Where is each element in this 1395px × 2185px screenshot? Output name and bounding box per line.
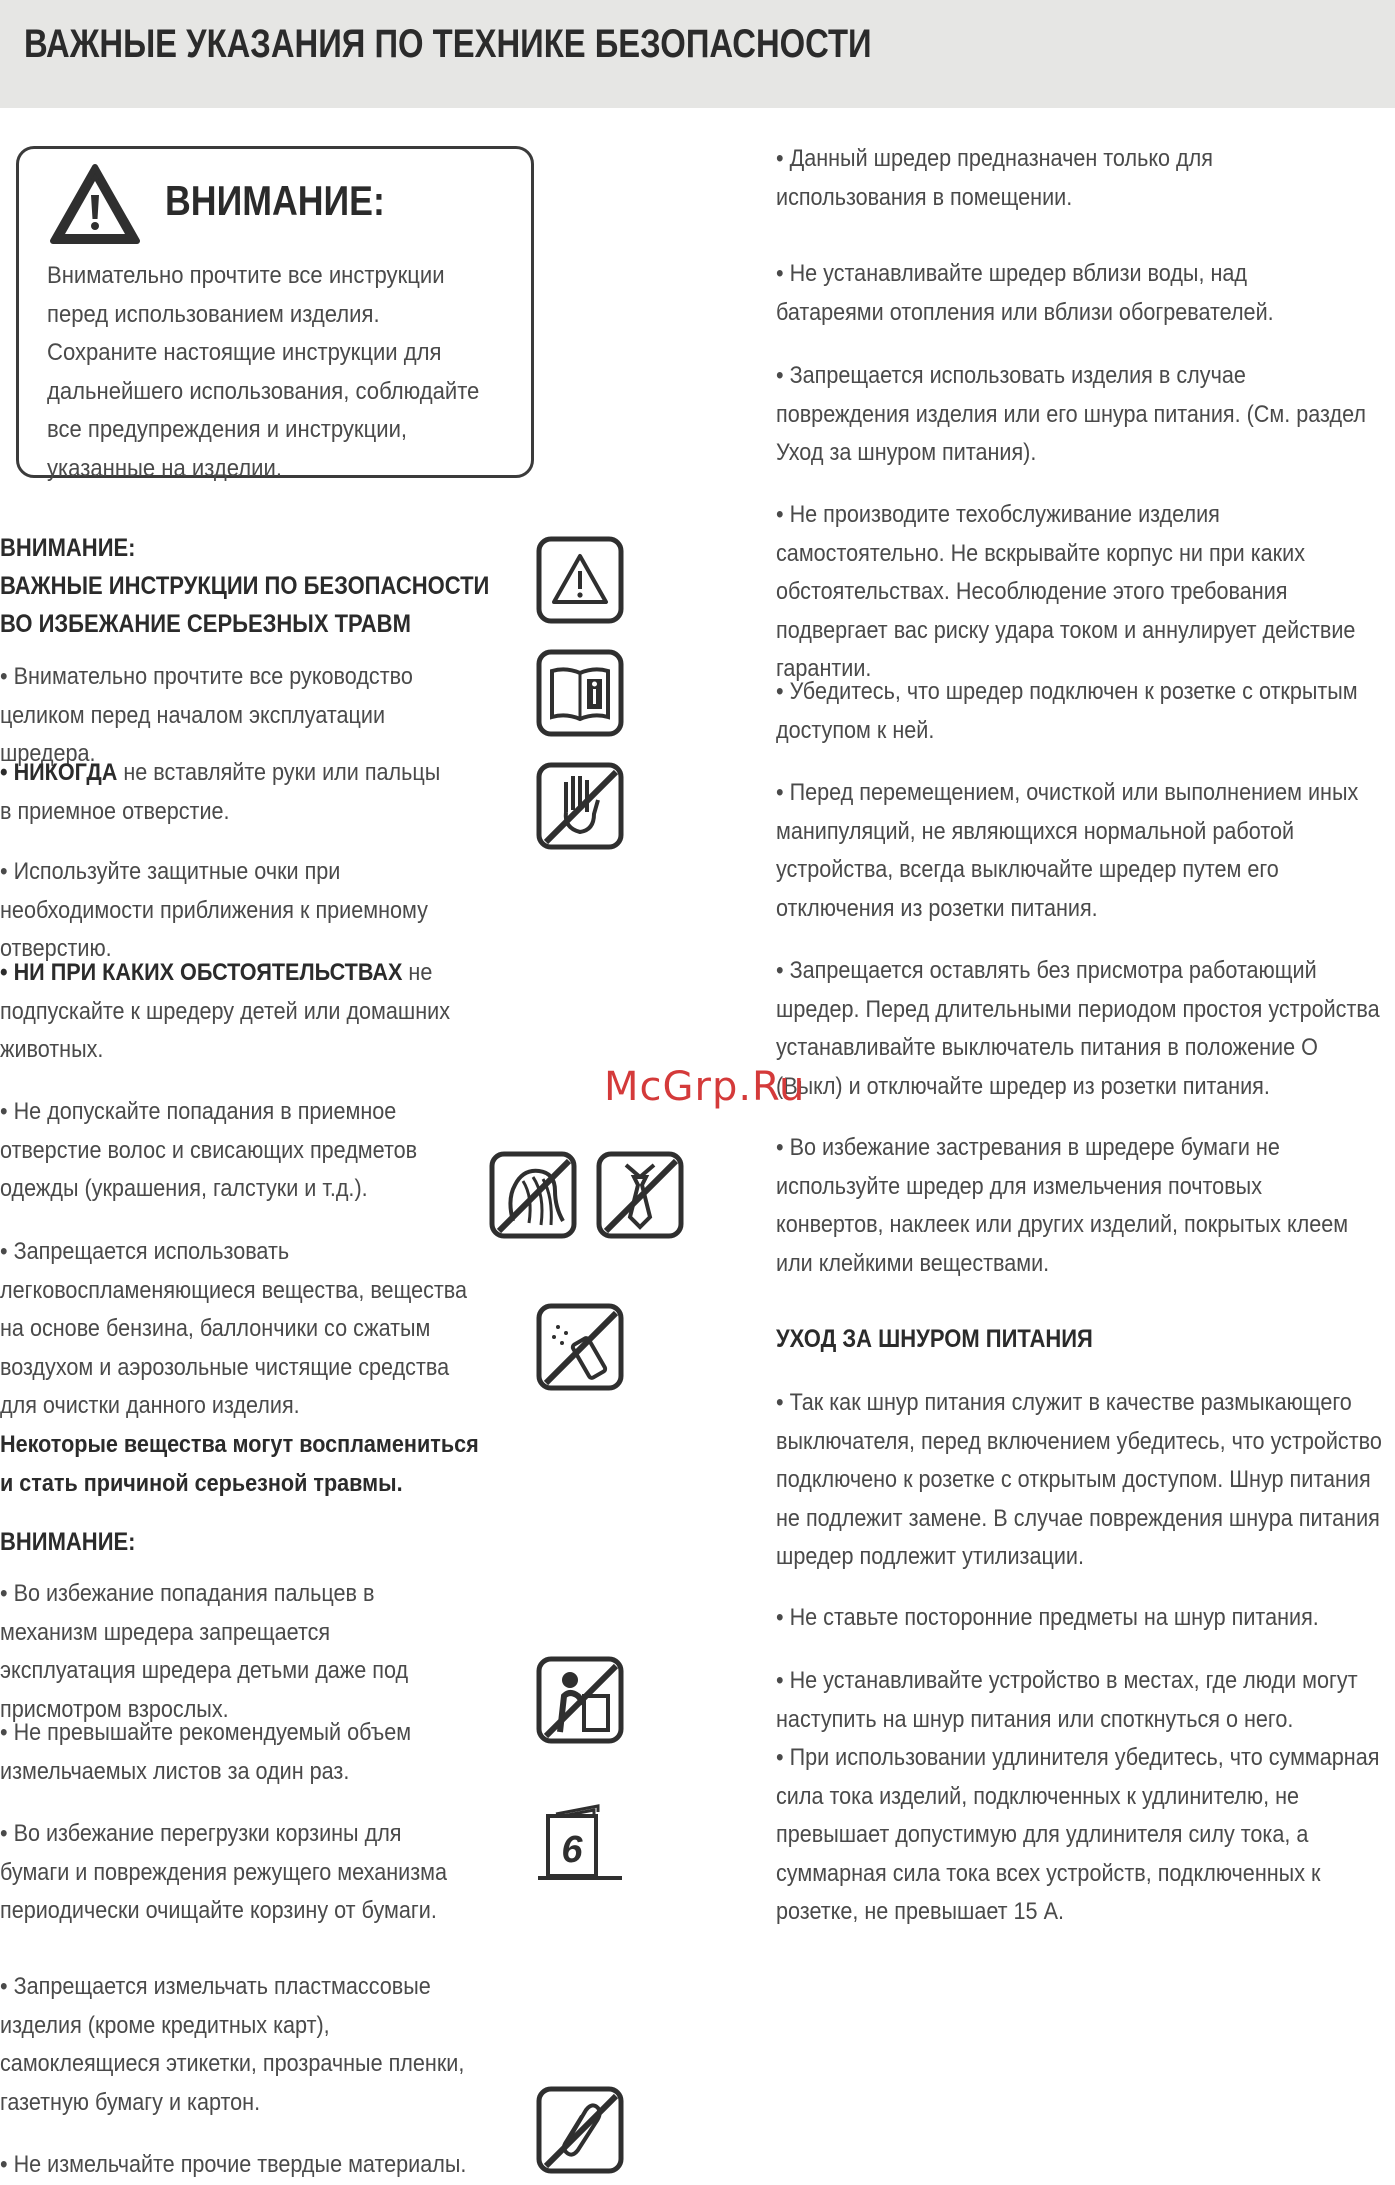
left-item-2-rest: не вставляйте руки или пальцы в приемное отверстие. (0, 759, 441, 825)
warning-triangle-icon (47, 161, 143, 249)
left-item-10: • Запрещается измельчать пластмассовые изделия (кроме кредитных карт), самоклеящиеся этикетки, прозрачные пленки, газетную бумагу и картон. (0, 1973, 465, 2116)
right-item-3: • Запрещается использовать изделия в случае повреждения изделия или его шнура питания. (См. раздел Уход за шнуром питания). (776, 362, 1366, 466)
left-item-11: • Не измельчайте прочие твердые материалы. (0, 2151, 467, 2178)
right-item-5: • Убедитесь, что шредер подключен к розетке с открытым доступом к ней. (776, 678, 1358, 744)
no-hands-icon (536, 762, 624, 850)
no-tie-icon (596, 1151, 684, 1239)
right-item-2: • Не устанавливайте шредер вблизи воды, над батареями отопления или вблизи обогревателей. (776, 260, 1274, 326)
right-item-4: • Не производите техобслуживание изделия самостоятельно. Не вскрывайте корпус ни при каких обстоятельствах. Несоблюдение этого требования подвергает вас риску удара током и аннулирует действие гарантии. (776, 501, 1356, 682)
left-item-8: • Не превышайте рекомендуемый объем измельчаемых листов за один раз. (0, 1719, 412, 1785)
power-cord-heading: УХОД ЗА ШНУРОМ ПИТАНИЯ (776, 1325, 1093, 1353)
left-item-7: • Во избежание попадания пальцев в механизм шредера запрещается эксплуатация шредера детьми даже под присмотром взрослых. (0, 1580, 409, 1723)
warning-title: ВНИМАНИЕ: (165, 177, 385, 224)
left-item-4-rest: не подпускайте к шредеру детей или домашних животных. (0, 959, 451, 1063)
right-item-10: • Не ставьте посторонние предметы на шнур питания. (776, 1604, 1319, 1631)
sheet-count-label: 6 (561, 1829, 583, 1871)
caution-icon (536, 536, 624, 624)
left-heading-3: ВО ИЗБЕЖАНИЕ СЕРЬЕЗНЫХ ТРАВМ (0, 610, 411, 638)
left-item-3: • Используйте защитные очки при необходимости приближения к приемному отверстию. (0, 858, 428, 962)
no-aerosol-icon (536, 1303, 624, 1391)
right-item-6: • Перед перемещением, очисткой или выполнением иных манипуляций, не являющихся нормальной работой устройства, всегда выключайте шредер путем его отключения из розетки питания. (776, 779, 1359, 922)
right-item-8: • Во избежание застревания в шредере бумаги не используйте шредер для измельчения почтовых конвертов, наклеек или других изделий, покрытых клеем или клейкими веществами. (776, 1134, 1349, 1277)
left-item-1: • Внимательно прочтите все руководство целиком перед началом эксплуатации шредера. (0, 663, 413, 767)
warning-box (16, 146, 534, 482)
left-heading-2: ВАЖНЫЕ ИНСТРУКЦИИ ПО БЕЗОПАСНОСТИ (0, 572, 490, 600)
left-item-9: • Во избежание перегрузки корзины для бумаги и повреждения режущего механизма периодически очищайте корзину от бумаги. (0, 1820, 448, 1924)
no-children-icon (536, 1656, 624, 1744)
right-item-7: • Запрещается оставлять без присмотра работающий шредер. Перед длительными периодом простоя устройства устанавливайте выключатель питания в положение O (Выкл) и отключайте шредер из розетки питания. (776, 957, 1380, 1100)
right-item-9: • Так как шнур питания служит в качестве размыкающего выключателя, перед включением убедитесь, что устройство подключено к розетке с открытым доступом. Шнур питания не подлежит замене. В случае повреждения шнура питания шредер подлежит утилизации. (776, 1389, 1382, 1570)
left-item-6-warning: Некоторые вещества могут воспламениться и стать причиной серьезной травмы. (0, 1431, 479, 1497)
right-item-1: • Данный шредер предназначен только для использования в помещении. (776, 145, 1213, 211)
left-heading-1: ВНИМАНИЕ: (0, 534, 136, 562)
left-item-4-bold: • НИ ПРИ КАКИХ ОБСТОЯТЕЛЬСТВАХ (0, 959, 403, 986)
right-item-12: • При использовании удлинителя убедитесь, что суммарная сила тока изделий, подключенных к удлинителю, не превышает допустимую для удлинителя силу тока, а суммарная сила тока всех устройств, подключенных к розетке, не превышает 15 А. (776, 1744, 1380, 1925)
left-heading-4: ВНИМАНИЕ: (0, 1528, 136, 1556)
page-header (0, 0, 1395, 108)
read-manual-icon (536, 649, 624, 737)
page-title: ВАЖНЫЕ УКАЗАНИЯ ПО ТЕХНИКЕ БЕЗОПАСНОСТИ (24, 22, 872, 66)
no-hard-materials-icon (536, 2086, 624, 2174)
sheet-capacity-icon (536, 1798, 624, 1886)
left-item-4 (0, 954, 455, 1070)
warning-text: Внимательно прочтите все инструкции перед использованием изделия. Сохраните настоящие инструкции для дальнейшего использования, соблюдайте все предупреждения и инструкции, указанные на изделии. (47, 262, 480, 482)
left-item-2-bold: • НИКОГДА (0, 759, 118, 786)
left-item-2 (0, 754, 455, 831)
left-item-6: • Запрещается использовать легковоспламеняющиеся вещества, вещества на основе бензина, баллончики со сжатым воздухом и аэрозольные чистящие средства для очистки данного изделия. (0, 1238, 468, 1419)
no-hair-icon (489, 1151, 577, 1239)
left-item-5: • Не допускайте попадания в приемное отверстие волос и свисающих предметов одежды (украшения, галстуки и т.д.). (0, 1098, 418, 1202)
right-item-11: • Не устанавливайте устройство в местах, где люди могут наступить на шнур питания или споткнуться о него. (776, 1667, 1358, 1733)
watermark: McGrp.Ru (604, 1064, 806, 1110)
